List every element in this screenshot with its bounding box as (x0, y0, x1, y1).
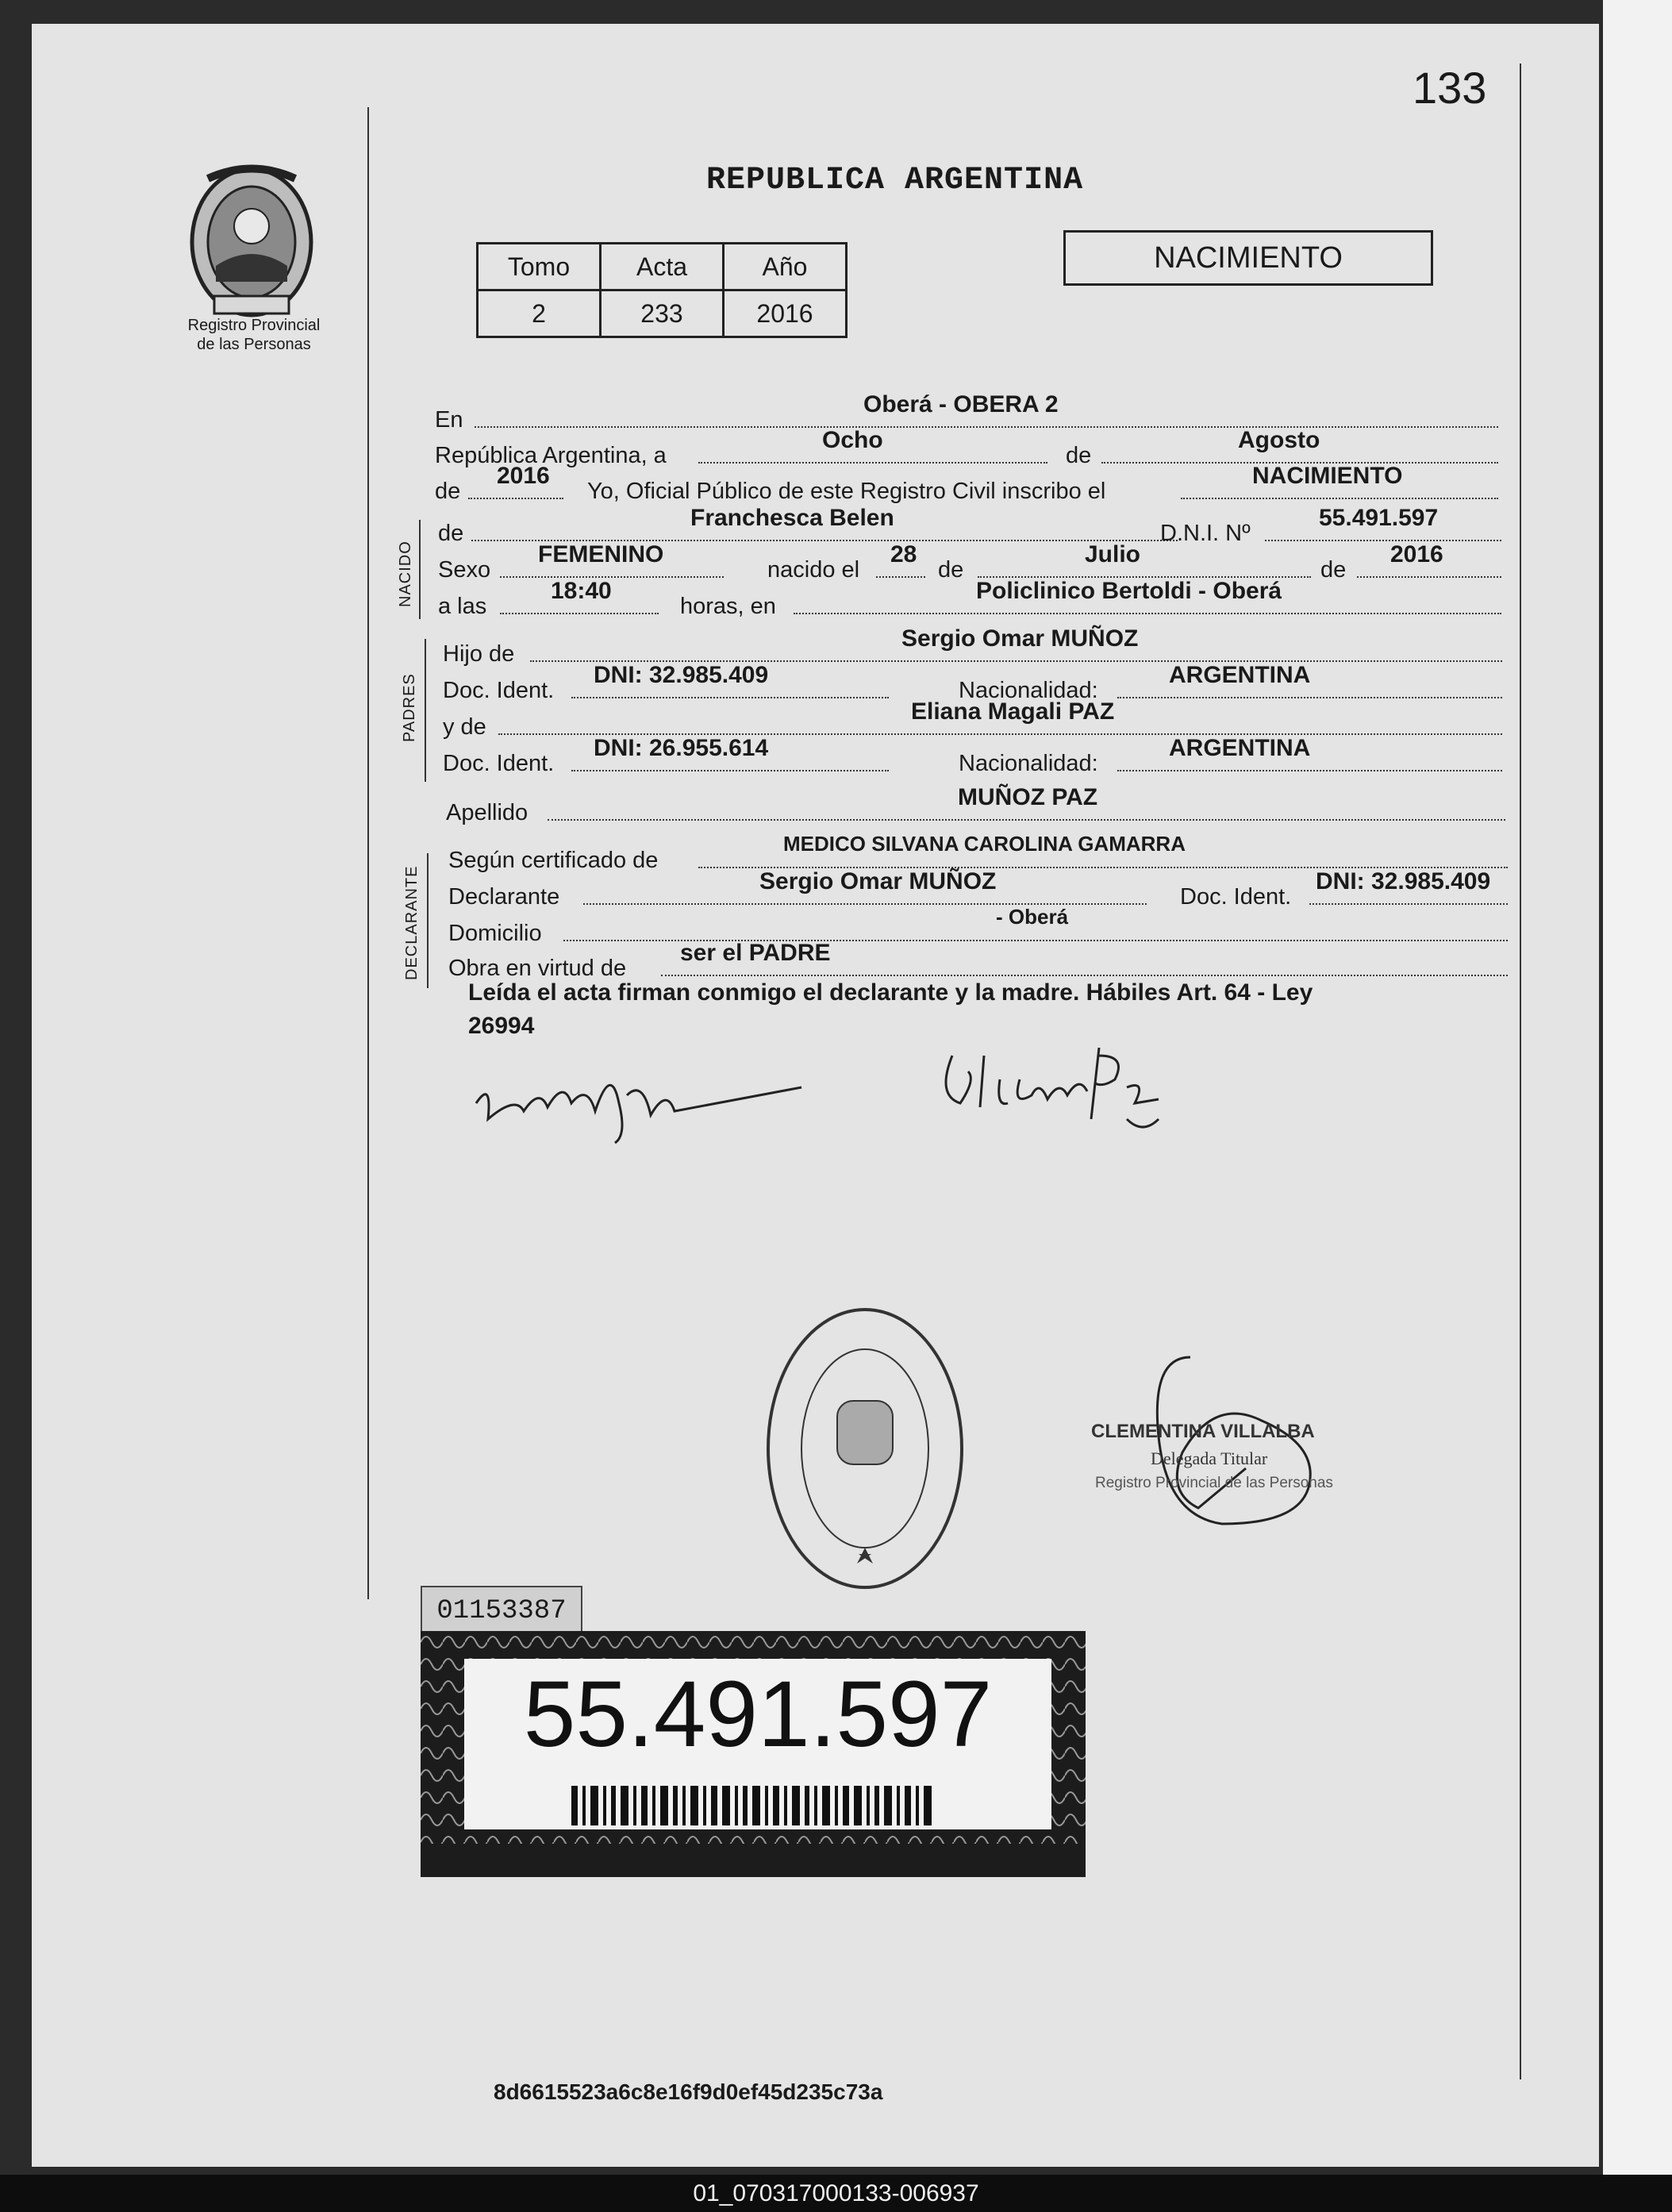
country-title: REPUBLICA ARGENTINA (706, 163, 1084, 198)
row-time-place (438, 578, 1501, 622)
value-mother: Eliana Magali PAZ (911, 698, 1115, 725)
value-father-nat: ARGENTINA (1169, 662, 1311, 688)
value-mother-nat: ARGENTINA (1169, 735, 1311, 761)
value-mother-doc: DNI: 26.955.614 (594, 735, 769, 761)
value-surname: MUÑOZ PAZ (958, 784, 1098, 810)
closing-line2: 26994 (468, 1013, 535, 1039)
padres-bracket (425, 639, 426, 782)
value-day-text: Ocho (822, 427, 883, 453)
label-y-de: y de (443, 714, 486, 740)
value-place: Oberá - OBERA 2 (863, 391, 1059, 417)
record-value-row (478, 290, 847, 337)
label-declarante: Declarante (448, 884, 560, 910)
value-birthplace: Policlinico Bertoldi - Oberá (976, 578, 1282, 604)
label-nacido-el: nacido el (767, 557, 860, 583)
label-domicilio: Domicilio (448, 921, 542, 946)
document-hash: 8d6615523a6c8e16f9d0ef45d235c73a (494, 2079, 883, 2104)
label-hijo: Hijo de (443, 641, 515, 667)
mother-signature (928, 1032, 1198, 1135)
value-birth-day: 28 (890, 541, 917, 567)
provincial-seal-logo (184, 163, 319, 321)
header-tomo: Tomo (478, 244, 601, 290)
label-certificado: Según certificado de (448, 848, 659, 873)
value-father-doc: DNI: 32.985.409 (594, 662, 769, 688)
label-doc-mother: Doc. Ident. (443, 751, 555, 776)
scan-footer: 01_070317000133-006937 (0, 2175, 1672, 2212)
declarante-bracket (427, 853, 429, 988)
delegate-name: CLEMENTINA VILLALBA (1091, 1421, 1315, 1442)
delegate-stamp (1063, 1349, 1405, 1540)
label-de3: de (438, 521, 464, 546)
row-officer (435, 463, 1498, 507)
side-label-padres: PADRES (401, 673, 418, 742)
value-declarant-doc: DNI: 32.985.409 (1316, 868, 1491, 894)
header-acta: Acta (601, 244, 724, 290)
issuer-name (179, 316, 329, 354)
value-dni: 55.491.597 (1319, 505, 1439, 531)
declarant-signature (468, 1048, 825, 1151)
label-de4: de (938, 557, 964, 583)
delegate-role: Delegada Titular (1151, 1448, 1268, 1468)
act-type-box: NACIMIENTO (1063, 230, 1433, 286)
label-apellido: Apellido (446, 800, 529, 825)
value-birth-year: 2016 (1390, 541, 1443, 567)
issuer-line1: Registro Provincial (187, 317, 321, 334)
label-de5: de (1320, 557, 1347, 583)
value-sexo: FEMENINO (538, 541, 664, 567)
label-de2: de (435, 479, 461, 504)
row-place (435, 391, 1498, 436)
label-number: 55.491.597 (523, 1662, 993, 1767)
value-acta: 233 (601, 290, 724, 337)
control-number: 01153387 (421, 1586, 582, 1637)
label-sexo: Sexo (438, 557, 491, 583)
row-mother-doc (443, 735, 1502, 779)
office-stamp (762, 1302, 968, 1595)
value-certificate: MEDICO SILVANA CAROLINA GAMARRA (783, 832, 1186, 856)
label-dni: D.N.I. Nº (1160, 521, 1251, 546)
nacido-bracket (419, 520, 421, 619)
row-declarant (448, 868, 1508, 913)
label-doc-declarant: Doc. Ident. (1180, 884, 1292, 910)
value-time: 18:40 (551, 578, 612, 604)
value-tomo: 2 (478, 290, 601, 337)
label-horas: horas, en (680, 594, 776, 619)
label-republica: República Argentina, a (435, 443, 667, 468)
row-surname (446, 784, 1505, 829)
value-domicile: - Oberá (996, 905, 1069, 929)
value-birth-month: Julio (1085, 541, 1141, 567)
closing-line1: Leída el acta firman conmigo el declarante y la madre. Hábiles Art. 64 - Ley (468, 979, 1313, 1006)
record-table (476, 242, 848, 338)
value-capacity: ser el PADRE (680, 940, 831, 966)
page-number: 133 (1413, 63, 1487, 113)
left-margin-line (367, 107, 369, 1599)
label-de1: de (1066, 443, 1092, 468)
label-nac-father: Nacionalidad: (959, 678, 1098, 703)
record-header-row (478, 244, 847, 290)
label-a-las: a las (438, 594, 487, 619)
side-label-declarante: DECLARANTE (403, 865, 421, 980)
header-ano: Año (724, 244, 847, 290)
right-margin-line (1520, 63, 1521, 2079)
value-father: Sergio Omar MUÑOZ (901, 625, 1139, 652)
row-domicile (448, 905, 1508, 949)
value-year: 2016 (497, 463, 550, 489)
page-gutter (1603, 0, 1672, 2175)
issuer-line2: de las Personas (197, 336, 311, 353)
label-en: En (435, 407, 463, 433)
label-doc-father: Doc. Ident. (443, 678, 555, 703)
delegate-org: Registro Provincial de las Personas (1095, 1475, 1333, 1491)
value-declarant: Sergio Omar MUÑOZ (759, 868, 997, 894)
value-month-text: Agosto (1238, 427, 1320, 453)
label-nac-mother: Nacionalidad: (959, 751, 1098, 776)
value-inscribe: NACIMIENTO (1252, 463, 1403, 489)
value-name: Franchesca Belen (690, 505, 894, 531)
value-ano: 2016 (724, 290, 847, 337)
label-obra: Obra en virtud de (448, 956, 627, 981)
label-officer-text: Yo, Oficial Público de este Registro Civil inscribo el (587, 479, 1106, 504)
side-label-nacido: NACIDO (397, 540, 414, 607)
